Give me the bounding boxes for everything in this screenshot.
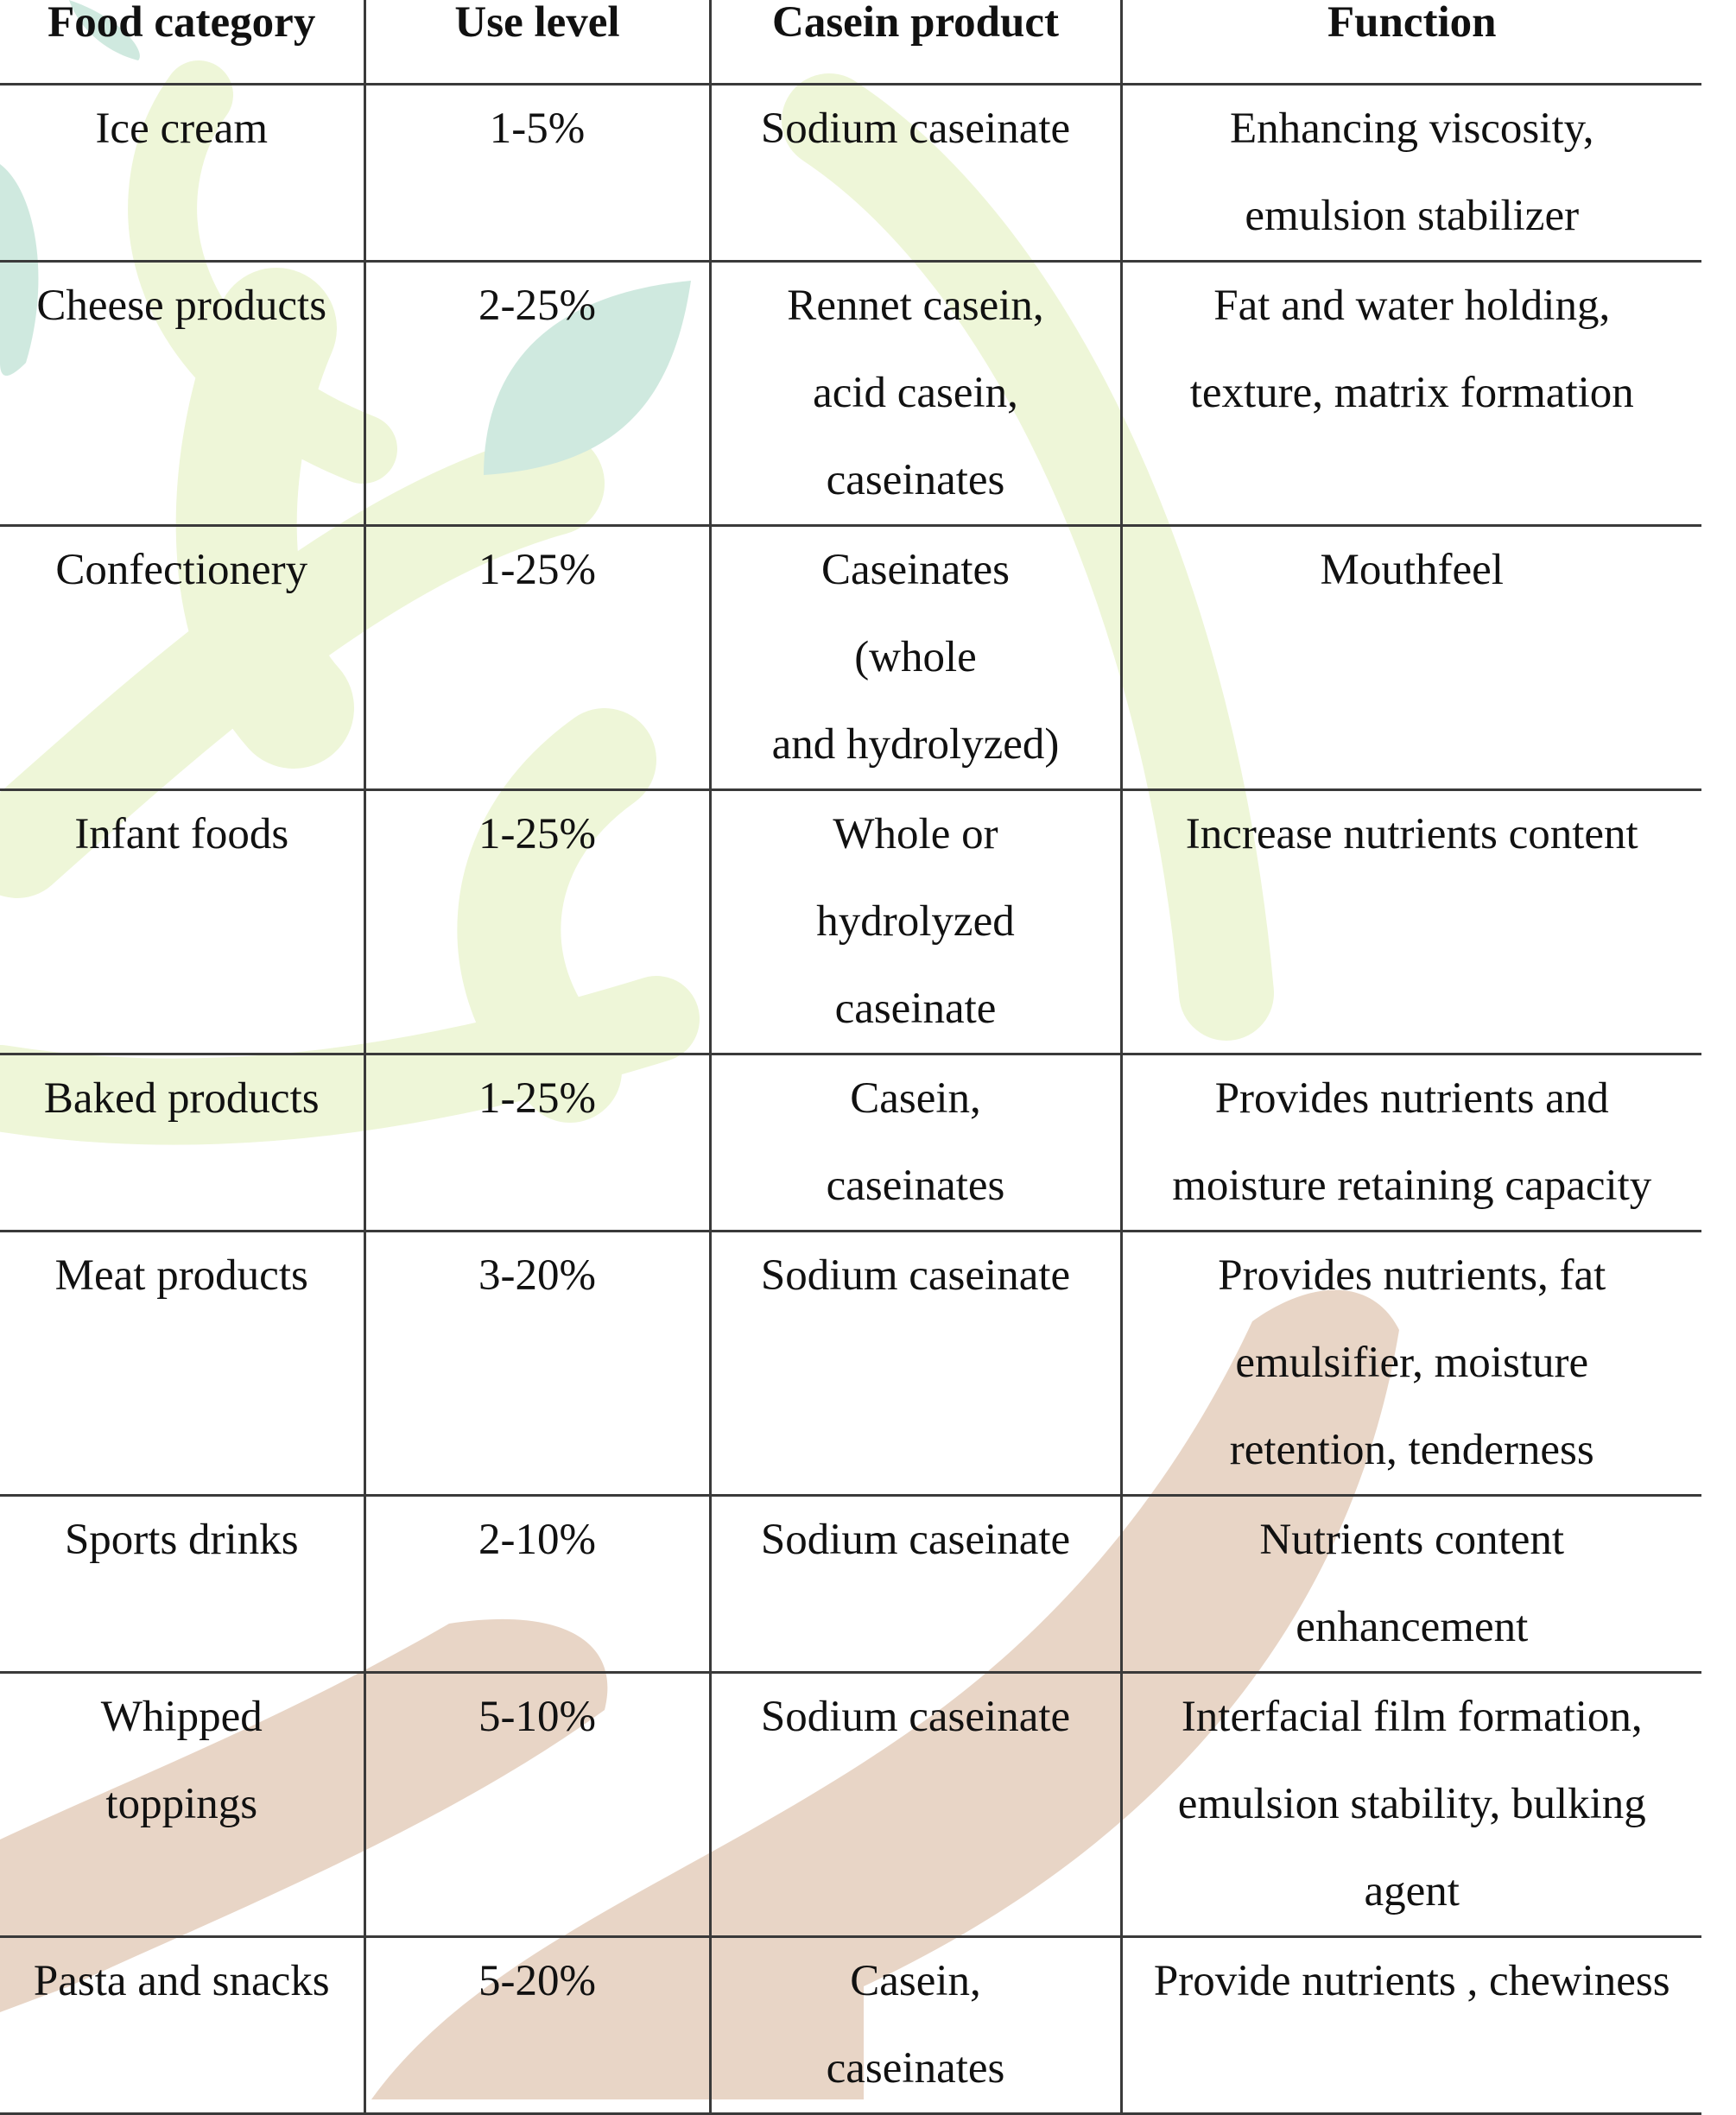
- cell-casein-product: Sodium caseinate: [710, 1673, 1121, 1937]
- table-row: [0, 1232, 1701, 1496]
- cell-use-level: 1-25%: [364, 526, 710, 790]
- cell-food-category: Sports drinks: [0, 1496, 364, 1673]
- cell-casein-product: Casein, caseinates: [710, 1054, 1121, 1232]
- table-header-row: [0, 0, 1701, 85]
- table-row: [0, 1673, 1701, 1937]
- cell-function: Provides nutrients, fat emulsifier, moisture retention, tenderness: [1121, 1232, 1701, 1496]
- cell-function: Provide nutrients , chewiness: [1121, 1937, 1701, 2114]
- cell-casein-product: Caseinates (whole and hydrolyzed): [710, 526, 1121, 790]
- cell-use-level: 5-20%: [364, 1937, 710, 2114]
- cell-food-category: Meat products: [0, 1232, 364, 1496]
- cell-function: Enhancing viscosity, emulsion stabilizer: [1121, 85, 1701, 262]
- cell-use-level: 3-20%: [364, 1232, 710, 1496]
- header-casein-product: Casein product: [710, 0, 1121, 85]
- cell-casein-product: Casein, caseinates: [710, 1937, 1121, 2114]
- cell-casein-product: Sodium caseinate: [710, 1496, 1121, 1673]
- cell-function: Provides nutrients and moisture retaining capacity: [1121, 1054, 1701, 1232]
- cell-use-level: 1-25%: [364, 790, 710, 1054]
- table-row: [0, 526, 1701, 790]
- cell-use-level: 2-25%: [364, 262, 710, 526]
- cell-use-level: 2-10%: [364, 1496, 710, 1673]
- header-function: Function: [1121, 0, 1701, 85]
- cell-food-category: Cheese products: [0, 262, 364, 526]
- cell-function: Increase nutrients content: [1121, 790, 1701, 1054]
- cell-use-level: 5-10%: [364, 1673, 710, 1937]
- cell-function: Mouthfeel: [1121, 526, 1701, 790]
- header-food-category: Food category: [0, 0, 364, 85]
- cell-use-level: 1-5%: [364, 85, 710, 262]
- table-row: [0, 1496, 1701, 1673]
- table-row: [0, 1054, 1701, 1232]
- cell-function: Fat and water holding, texture, matrix formation: [1121, 262, 1701, 526]
- table-row: [0, 790, 1701, 1054]
- cell-food-category: Whipped toppings: [0, 1673, 364, 1937]
- cell-casein-product: Sodium caseinate: [710, 85, 1121, 262]
- cell-function: Interfacial film formation, emulsion stability, bulking agent: [1121, 1673, 1701, 1937]
- cell-food-category: Confectionery: [0, 526, 364, 790]
- header-use-level: Use level: [364, 0, 710, 85]
- cell-casein-product: Whole or hydrolyzed caseinate: [710, 790, 1121, 1054]
- cell-function: Nutrients content enhancement: [1121, 1496, 1701, 1673]
- cell-food-category: Infant foods: [0, 790, 364, 1054]
- table-row: [0, 1937, 1701, 2114]
- cell-food-category: Ice cream: [0, 85, 364, 262]
- cell-casein-product: Rennet casein, acid casein, caseinates: [710, 262, 1121, 526]
- table-row: [0, 262, 1701, 526]
- cell-casein-product: Sodium caseinate: [710, 1232, 1121, 1496]
- cell-use-level: 1-25%: [364, 1054, 710, 1232]
- cell-food-category: Pasta and snacks: [0, 1937, 364, 2114]
- table-row: [0, 85, 1701, 262]
- cell-food-category: Baked products: [0, 1054, 364, 1232]
